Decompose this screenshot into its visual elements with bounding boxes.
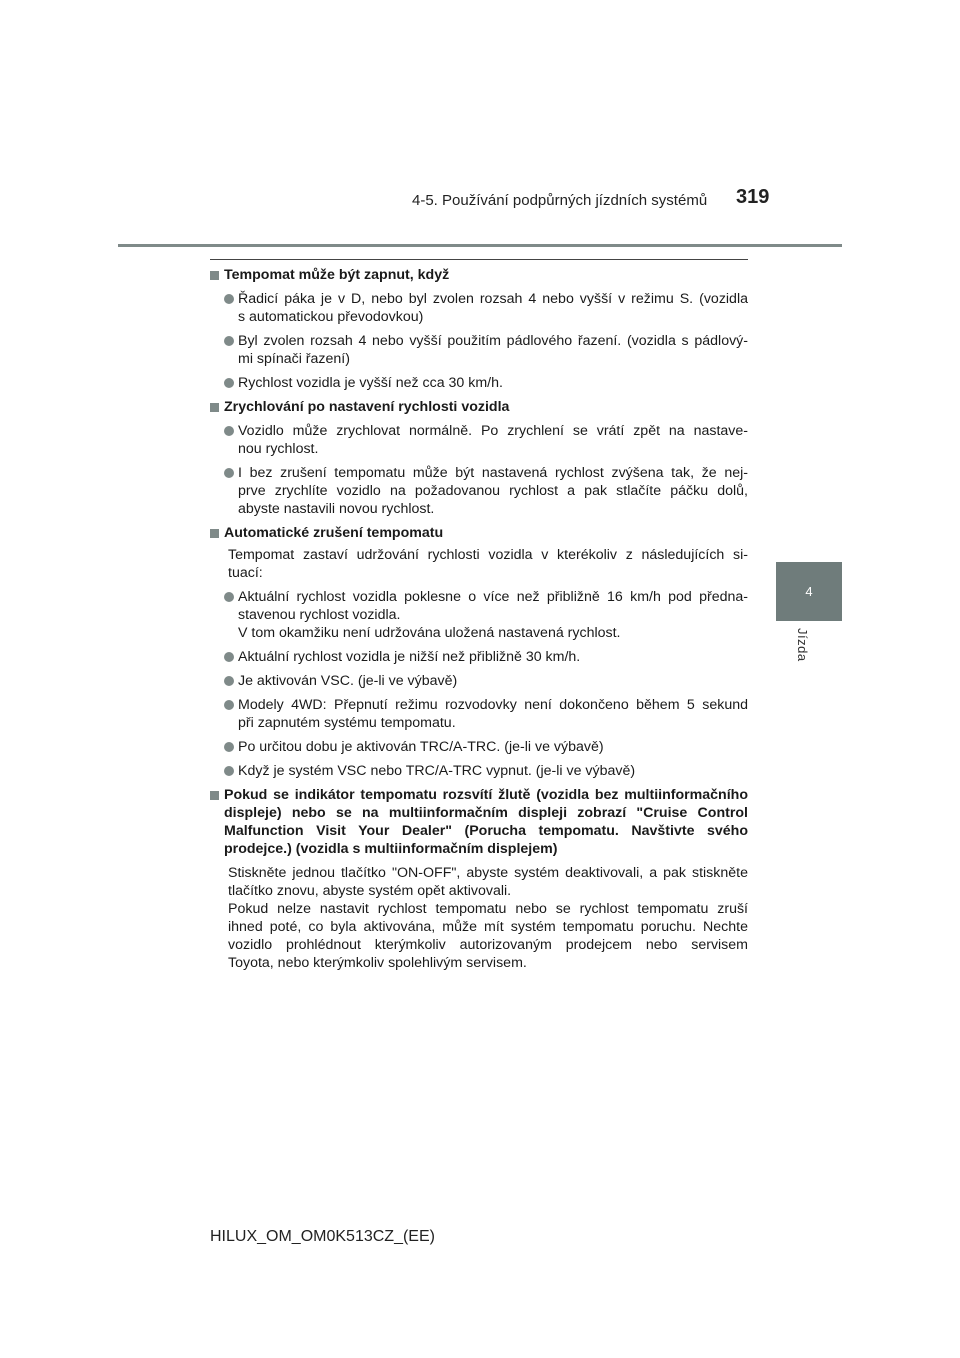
list-item-line: při zapnutém systému tempomatu.: [238, 715, 456, 731]
section-heading: [210, 266, 748, 284]
circle-bullet-icon: [224, 700, 234, 710]
list-item: [210, 672, 748, 690]
square-bullet-icon: [210, 791, 219, 800]
list-item-line: Aktuální rychlost vozidla poklesne o více než přibližně 16 km/h pod předna-: [238, 589, 748, 605]
content-divider: [210, 259, 748, 260]
square-bullet-icon: [210, 529, 219, 538]
circle-bullet-icon: [224, 468, 234, 478]
circle-bullet-icon: [224, 426, 234, 436]
section-heading: [210, 398, 748, 416]
list-item: [210, 762, 748, 780]
chapter-tab: [776, 562, 842, 621]
list-item: [210, 696, 748, 732]
circle-bullet-icon: [224, 676, 234, 686]
section-heading: [210, 786, 748, 858]
list-item: [210, 374, 748, 392]
paragraph-line: tuací:: [228, 565, 263, 581]
section-heading-text: Automatické zrušení tempomatu: [224, 525, 444, 541]
list-item: [210, 648, 748, 666]
section-heading-line: Pokud se indikátor tempomatu rozsvítí žlutě (vozidla bez multiinformačního: [224, 787, 748, 803]
chapter-tab-label: Jízda: [795, 628, 810, 662]
square-bullet-icon: [210, 403, 219, 412]
list-item-line: prve zrychlíte vozidlo na požadovanou rychlost a pak stlačíte páčku dolů,: [238, 483, 748, 499]
list-item: [210, 422, 748, 458]
list-item: [210, 588, 748, 642]
list-item-line: Modely 4WD: Přepnutí režimu rozvodovky není dokončeno během 5 sekund: [238, 697, 748, 713]
list-item-line: Byl zvolen rozsah 4 nebo vyšší použitím pádlového řazení. (vozidla s pádlový-: [238, 333, 748, 349]
circle-bullet-icon: [224, 742, 234, 752]
list-item: [210, 464, 748, 518]
section-heading-line: prodejce.) (vozidla s multiinformačním displejem): [224, 841, 558, 857]
list-item-line: I bez zrušení tempomatu může být nastavená rychlost zvýšena tak, že nej-: [238, 465, 748, 481]
header-divider: [118, 244, 842, 247]
section-intro: [210, 546, 748, 582]
list-item-line: Vozidlo může zrychlovat normálně. Po zrychlení se vrátí zpět na nastave-: [238, 423, 748, 439]
list-item-line: mi spínači řazení): [238, 351, 350, 367]
list-item: [210, 290, 748, 326]
list-item-line: nou rychlost.: [238, 441, 319, 457]
section-heading-line: Malfunction Visit Your Dealer" (Porucha tempomatu. Navštivte svého: [224, 823, 748, 839]
list-item-line: Po určitou dobu je aktivován TRC/A-TRC. (je-li ve výbavě): [238, 739, 604, 755]
list-item-line: abyste nastavili novou rychlost.: [238, 501, 435, 517]
list-item-line: Je aktivován VSC. (je-li ve výbavě): [238, 673, 458, 689]
list-item-line: V tom okamžiku není udržována uložená nastavená rychlost.: [238, 625, 621, 641]
paragraph-line: tlačítko znovu, abyste systém opět aktivovali.: [228, 883, 512, 899]
list-item-line: Aktuální rychlost vozidla je nižší než přibližně 30 km/h.: [238, 649, 581, 665]
list-item-line: Když je systém VSC nebo TRC/A-TRC vypnut. (je-li ve výbavě): [238, 763, 636, 779]
document-code: HILUX_OM_OM0K513CZ_(EE): [210, 1228, 435, 1245]
chapter-title: 4-5. Používání podpůrných jízdních systémů: [412, 192, 708, 209]
paragraph-line: Stiskněte jednou tlačítko "ON-OFF", abyste systém deaktivovali, a pak stiskněte: [228, 865, 748, 881]
paragraph-line: Toyota, nebo kterýmkoliv spolehlivým servisem.: [228, 955, 527, 971]
list-item-line: Řadicí páka je v D, nebo byl zvolen rozsah 4 nebo vyšší v režimu S. (vozidla: [238, 291, 748, 307]
circle-bullet-icon: [224, 378, 234, 388]
list-item: [210, 332, 748, 368]
list-item-line: stavenou rychlost vozidla.: [238, 607, 401, 623]
list-item-line: s automatickou převodovkou): [238, 309, 424, 325]
circle-bullet-icon: [224, 592, 234, 602]
section-heading-line: displeje) nebo se na multiinformačním displeji zobrazí "Cruise Control: [224, 805, 748, 821]
circle-bullet-icon: [224, 294, 234, 304]
list-item-line: Rychlost vozidla je vyšší než cca 30 km/h.: [238, 375, 503, 391]
circle-bullet-icon: [224, 652, 234, 662]
circle-bullet-icon: [224, 766, 234, 776]
paragraph-line: Tempomat zastaví udržování rychlosti vozidla v kterékoliv z následujících si-: [228, 547, 748, 563]
paragraph-line: ihned poté, co byla aktivována, může mít systém tempomatu poruchu. Nechte: [228, 919, 748, 935]
page-number: 319: [736, 186, 770, 208]
square-bullet-icon: [210, 271, 219, 280]
section-heading: [210, 524, 748, 542]
circle-bullet-icon: [224, 336, 234, 346]
section-body: [210, 864, 748, 972]
section-heading-text: Tempomat může být zapnut, když: [224, 267, 450, 283]
section-heading-text: Zrychlování po nastavení rychlosti vozidla: [224, 399, 510, 415]
paragraph-line: vozidlo prohlédnout kterýmkoliv autorizovaným prodejcem nebo servisem: [228, 937, 748, 953]
paragraph-line: Pokud nelze nastavit rychlost tempomatu nebo se rychlost tempomatu zruší: [228, 901, 748, 917]
chapter-tab-number: 4: [805, 584, 813, 599]
page-content: [210, 266, 748, 972]
list-item: [210, 738, 748, 756]
